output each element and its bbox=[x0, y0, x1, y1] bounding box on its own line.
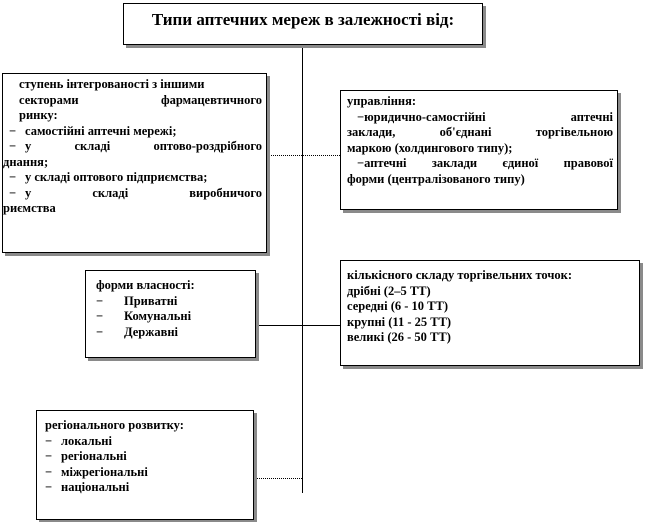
trunk-line bbox=[302, 45, 303, 493]
connector-regional bbox=[254, 478, 302, 479]
integration-heading-1: ступень інтегрованості з іншими bbox=[19, 77, 205, 91]
integration-list bbox=[3, 123, 262, 217]
management-line-3: маркою (холдингового типу); bbox=[347, 140, 513, 155]
ownership-box bbox=[85, 270, 256, 358]
management-line-2: заклади, об'єднані торгівельною bbox=[347, 125, 613, 139]
ownership-heading: форми власності: bbox=[96, 278, 195, 292]
outlets-heading: кількісного складу торгівельних точок: bbox=[347, 268, 573, 282]
regional-box bbox=[36, 410, 254, 520]
management-line-1: −юридично-самостійні аптечні bbox=[357, 109, 613, 124]
connector-integration-management bbox=[267, 155, 340, 156]
outlets-box bbox=[340, 260, 640, 366]
management-line-4: −аптечні заклади єдиної правової bbox=[357, 156, 613, 170]
list-item: − міжрегіональні bbox=[45, 464, 148, 479]
ownership-list bbox=[96, 294, 251, 341]
integration-heading-2: секторами фармацевтичного bbox=[19, 92, 262, 107]
list-item: − Комунальні bbox=[96, 309, 192, 323]
regional-list bbox=[45, 434, 249, 496]
list-item: − Приватні bbox=[96, 293, 178, 308]
list-item: риємства bbox=[3, 201, 56, 215]
list-item: крупні (11 - 25 ТТ) bbox=[347, 314, 452, 329]
list-item: днання; bbox=[3, 154, 49, 169]
list-item: − регіональні bbox=[45, 449, 127, 463]
management-line-5: форми (централізованого типу) bbox=[347, 171, 525, 186]
title-text: Типи аптечних мереж в залежності від: bbox=[151, 10, 455, 29]
management-heading: управління: bbox=[347, 94, 417, 108]
integration-heading-3: ринку: bbox=[19, 108, 58, 122]
list-item: − національні bbox=[45, 480, 130, 494]
regional-heading: регіонального розвитку: bbox=[45, 418, 184, 432]
list-item: середні (6 - 10 ТТ) bbox=[347, 299, 448, 313]
outlets-list bbox=[347, 284, 635, 346]
list-item: − у складі оптового підприємства; bbox=[9, 170, 208, 184]
diagram-title bbox=[123, 3, 483, 45]
list-item: − Державні bbox=[96, 324, 178, 339]
connector-ownership-outlets bbox=[256, 325, 340, 326]
list-item: дрібні (2–5 ТТ) bbox=[347, 283, 431, 298]
integration-box bbox=[2, 73, 267, 253]
list-item: великі (26 - 50 ТТ) bbox=[347, 330, 451, 344]
management-box bbox=[340, 90, 618, 210]
list-item: − у складі виробничого bbox=[9, 185, 262, 200]
list-item: − локальні bbox=[45, 433, 112, 448]
list-item: − самостійні аптечні мережі; bbox=[9, 123, 177, 138]
list-item: − у складі оптово-роздрібного bbox=[9, 139, 262, 153]
